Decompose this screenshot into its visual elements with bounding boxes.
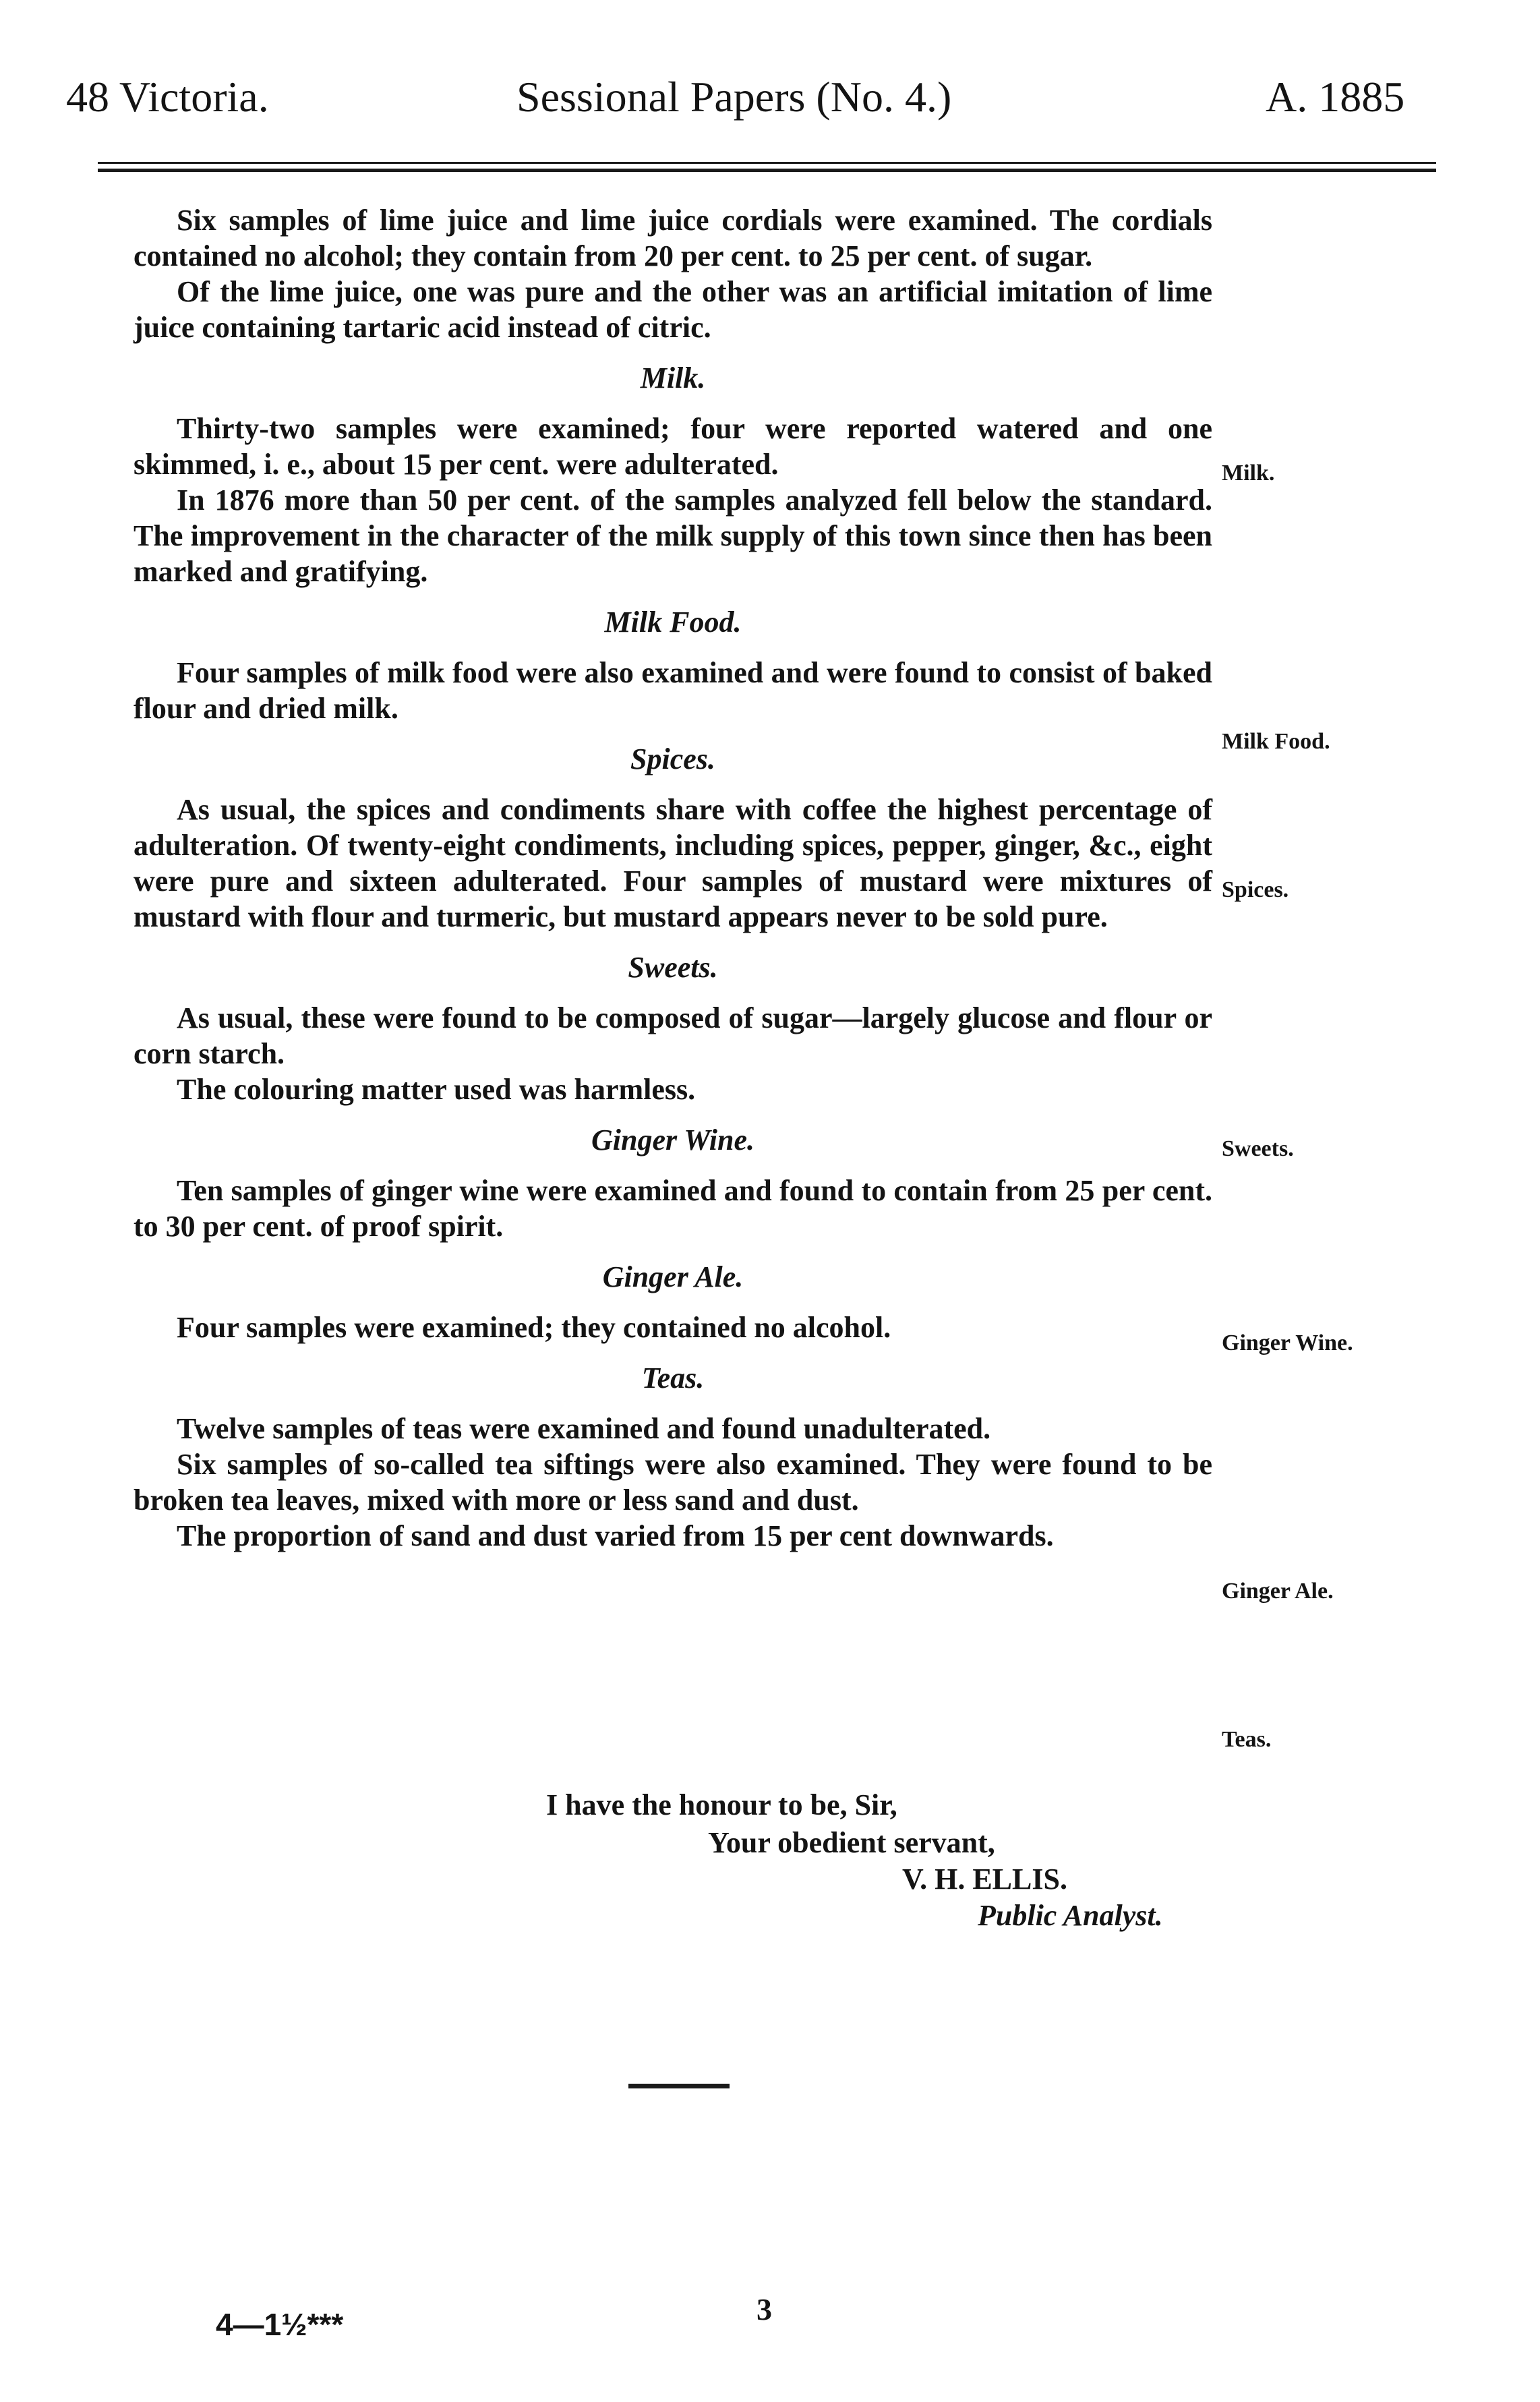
ginger-ale-paragraph-1: Four samples were examined; they contained no alcohol. <box>177 1311 891 1344</box>
header-session: 48 Victoria. <box>66 73 269 121</box>
section-title-teas: Teas. <box>641 1361 705 1395</box>
page-header <box>0 70 1540 131</box>
section-title-spices: Spices. <box>630 742 715 775</box>
margin-note-milk: Milk. <box>1222 461 1275 486</box>
sweets-paragraph-2: The colouring matter used was harmless. <box>177 1073 696 1106</box>
section-end-rule <box>628 2084 730 2088</box>
margin-note-sweets: Sweets. <box>1222 1136 1294 1161</box>
milk-food-paragraph-1: Four samples of milk food were also examined and were found to consist of baked flour and dried milk. <box>134 656 1212 725</box>
closing-salutation: I have the honour to be, Sir, <box>546 1788 897 1821</box>
spices-paragraph-1: As usual, the spices and condiments share with coffee the highest percentage of adulteration. Of twenty-eight condiments, including spices, pepper, ginger, &c., eight were pure and sixteen adulterated. Four samples of mustard were mixtures of mustard with flour and turmeric, but mustard appears never to be sold pure. <box>134 793 1212 933</box>
closing-title: Public Analyst. <box>978 1899 1163 1932</box>
teas-paragraph-3: The proportion of sand and dust varied from 15 per cent downwards. <box>177 1519 1054 1552</box>
milk-paragraph-1: Thirty-two samples were examined; four were reported watered and one skimmed, i. e., about 15 per cent. were adulterated. <box>134 412 1212 481</box>
page-number: 3 <box>757 2292 772 2326</box>
section-title-sweets: Sweets. <box>628 951 718 984</box>
closing-servant: Your obedient servant, <box>708 1826 995 1859</box>
margin-note-milk-food: Milk Food. <box>1222 729 1330 754</box>
teas-paragraph-2: Six samples of so-called tea siftings were also examined. They were found to be broken tea leaves, mixed with more or less sand and dust. <box>134 1448 1212 1517</box>
header-rule-thick <box>98 169 1436 172</box>
lime-paragraph-1: Six samples of lime juice and lime juice cordials were examined. The cordials contained no alcohol; they contain from 20 per cent. to 25 per cent. of sugar. <box>134 204 1212 272</box>
milk-paragraph-2: In 1876 more than 50 per cent. of the samples analyzed fell below the standard. The improvement in the character of the milk supply of this town since then has been marked and gratifying. <box>134 484 1212 588</box>
section-title-milk: Milk. <box>640 361 706 394</box>
lime-paragraph-2: Of the lime juice, one was pure and the other was an artificial imitation of lime juice containing tartaric acid instead of citric. <box>134 275 1212 344</box>
header-rule-thin <box>98 162 1436 164</box>
report-body <box>134 202 1212 1554</box>
section-title-milk-food: Milk Food. <box>604 606 742 639</box>
sweets-paragraph-1: As usual, these were found to be composed of sugar—largely glucose and flour or corn starch. <box>134 1001 1212 1070</box>
margin-note-teas: Teas. <box>1222 1727 1272 1752</box>
section-title-ginger-ale: Ginger Ale. <box>602 1260 744 1293</box>
header-papers-title: Sessional Papers (No. 4.) <box>516 73 952 121</box>
teas-paragraph-1: Twelve samples of teas were examined and found unadulterated. <box>177 1412 991 1445</box>
header-year: A. 1885 <box>1266 73 1405 121</box>
margin-note-spices: Spices. <box>1222 877 1289 902</box>
margin-note-ginger-wine: Ginger Wine. <box>1222 1330 1353 1355</box>
margin-note-ginger-ale: Ginger Ale. <box>1222 1579 1334 1604</box>
printer-signature-mark: 4—1½*** <box>216 2307 344 2342</box>
closing-name: V. H. ELLIS. <box>902 1863 1067 1896</box>
ginger-wine-paragraph-1: Ten samples of ginger wine were examined and found to contain from 25 per cent. to 30 per cent. of proof spirit. <box>134 1174 1212 1243</box>
section-title-ginger-wine: Ginger Wine. <box>591 1123 755 1156</box>
